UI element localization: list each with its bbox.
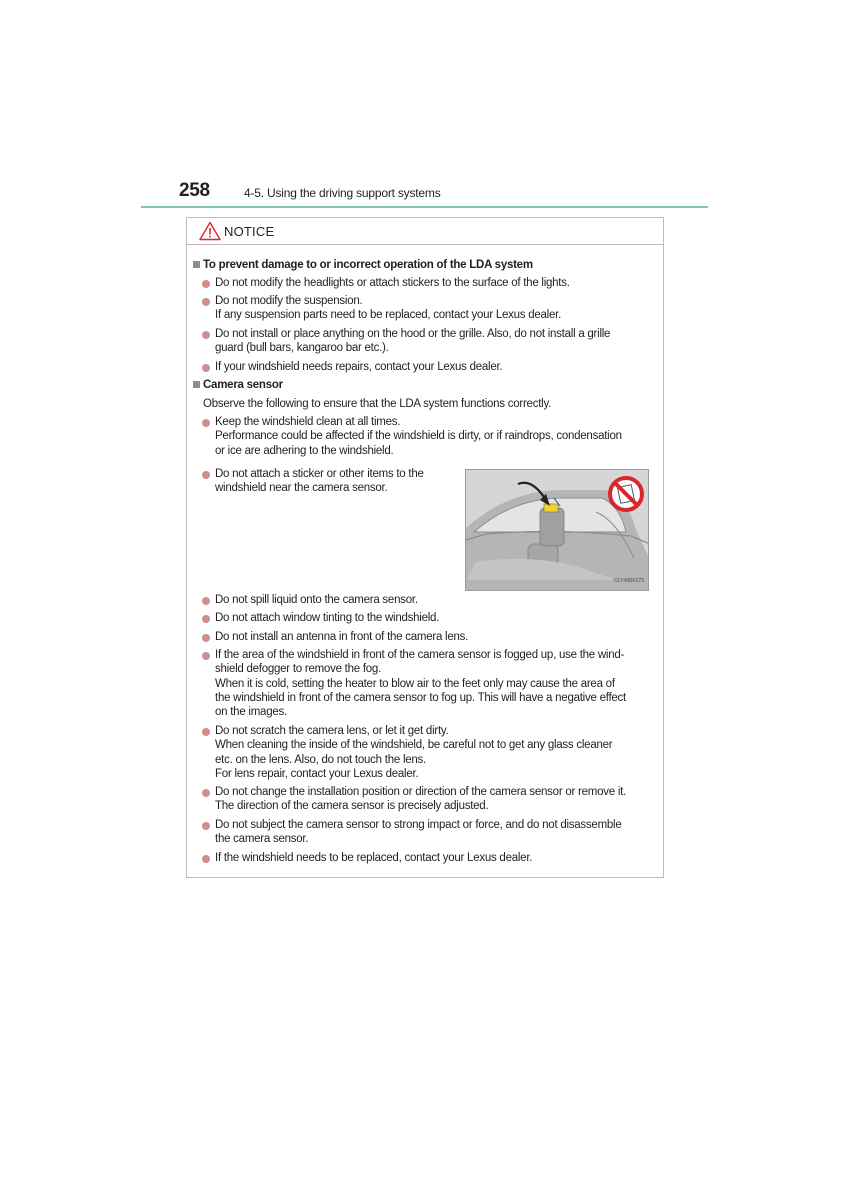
list-item-text: Do not install or place anything on the hood or the grille. Also, do not install a grille [215,328,611,340]
section-square-icon [193,381,200,388]
list-item-text: When cleaning the inside of the windshield, be careful not to get any glass cleaner [215,739,613,752]
notice-box [186,217,664,878]
list-item-text: Keep the windshield clean at all times. [215,416,401,428]
list-item-text: Do not attach a sticker or other items to the [215,468,424,480]
bullet-icon [202,652,210,660]
bullet-icon [202,364,210,372]
list-item-text: the camera sensor. [215,833,309,846]
bullet-icon [202,855,210,863]
section-heading [193,378,283,392]
bullet-icon [202,280,210,288]
list-item-text: If the area of the windshield in front of the camera sensor is fogged up, use the wind- [215,649,625,661]
list-item-text: If the windshield needs to be replaced, contact your Lexus dealer. [215,852,533,864]
notice-header [187,218,663,245]
section-intro: Observe the following to ensure that the LDA system functions correctly. [203,398,552,410]
list-item-text: Do not attach window tinting to the windshield. [215,612,440,624]
list-item-text: the windshield in front of the camera sensor to fog up. This will have a negative effect [215,691,626,704]
list-item-text: Do not scratch the camera lens, or let it get dirty. [215,725,449,737]
illustration-code: CLY45BF273 [613,577,644,584]
page-number: 258 [179,180,210,201]
bullet-icon [202,419,210,427]
header-rule [141,206,708,208]
list-item-text: Do not install an antenna in front of the camera lens. [215,631,469,643]
list-item-text: For lens repair, contact your Lexus dealer. [215,767,419,780]
no-sticker-prohibition-icon [606,474,646,514]
list-item-text: If any suspension parts need to be replaced, contact your Lexus dealer. [215,309,562,322]
list-item-text: guard (bull bars, kangaroo bar etc.). [215,342,389,355]
bullet-icon [202,634,210,642]
list-item-text: or ice are adhering to the windshield. [215,444,394,457]
bullet-icon [202,789,210,797]
section-title: 4-5. Using the driving support systems [244,186,441,200]
section-heading [193,258,533,272]
list-item-text: The direction of the camera sensor is precisely adjusted. [215,800,489,813]
list-item-text: shield defogger to remove the fog. [215,663,382,676]
list-item-text: When it is cold, setting the heater to blow air to the feet only may cause the area of [215,677,615,690]
notice-title: NOTICE [224,224,275,239]
list-item-text: Do not modify the headlights or attach stickers to the surface of the lights. [215,277,570,289]
section-square-icon [193,261,200,268]
list-item-text: Do not spill liquid onto the camera sensor. [215,594,418,606]
bullet-icon [202,597,210,605]
section-heading-text: Camera sensor [203,379,283,391]
bullet-icon [202,822,210,830]
bullet-icon [202,728,210,736]
list-item-text: Do not modify the suspension. [215,295,363,307]
bullet-icon [202,615,210,623]
list-item-text: etc. on the lens. Also, do not touch the lens. [215,753,426,766]
bullet-icon [202,298,210,306]
list-item-text: windshield near the camera sensor. [215,482,388,495]
bullet-icon [202,331,210,339]
list-item-text: If your windshield needs repairs, contact your Lexus dealer. [215,361,503,373]
list-item-text: Performance could be affected if the windshield is dirty, or if raindrops, condensation [215,430,622,443]
list-item-text: on the images. [215,706,287,719]
list-item-text: Do not subject the camera sensor to strong impact or force, and do not disassemble [215,819,622,831]
windshield-sticker-illustration [465,469,649,591]
bullet-icon [202,471,210,479]
warning-triangle-icon [199,221,221,241]
section-heading-text: To prevent damage to or incorrect operation of the LDA system [203,259,533,271]
list-item-text: Do not change the installation position or direction of the camera sensor or remove it. [215,786,627,798]
